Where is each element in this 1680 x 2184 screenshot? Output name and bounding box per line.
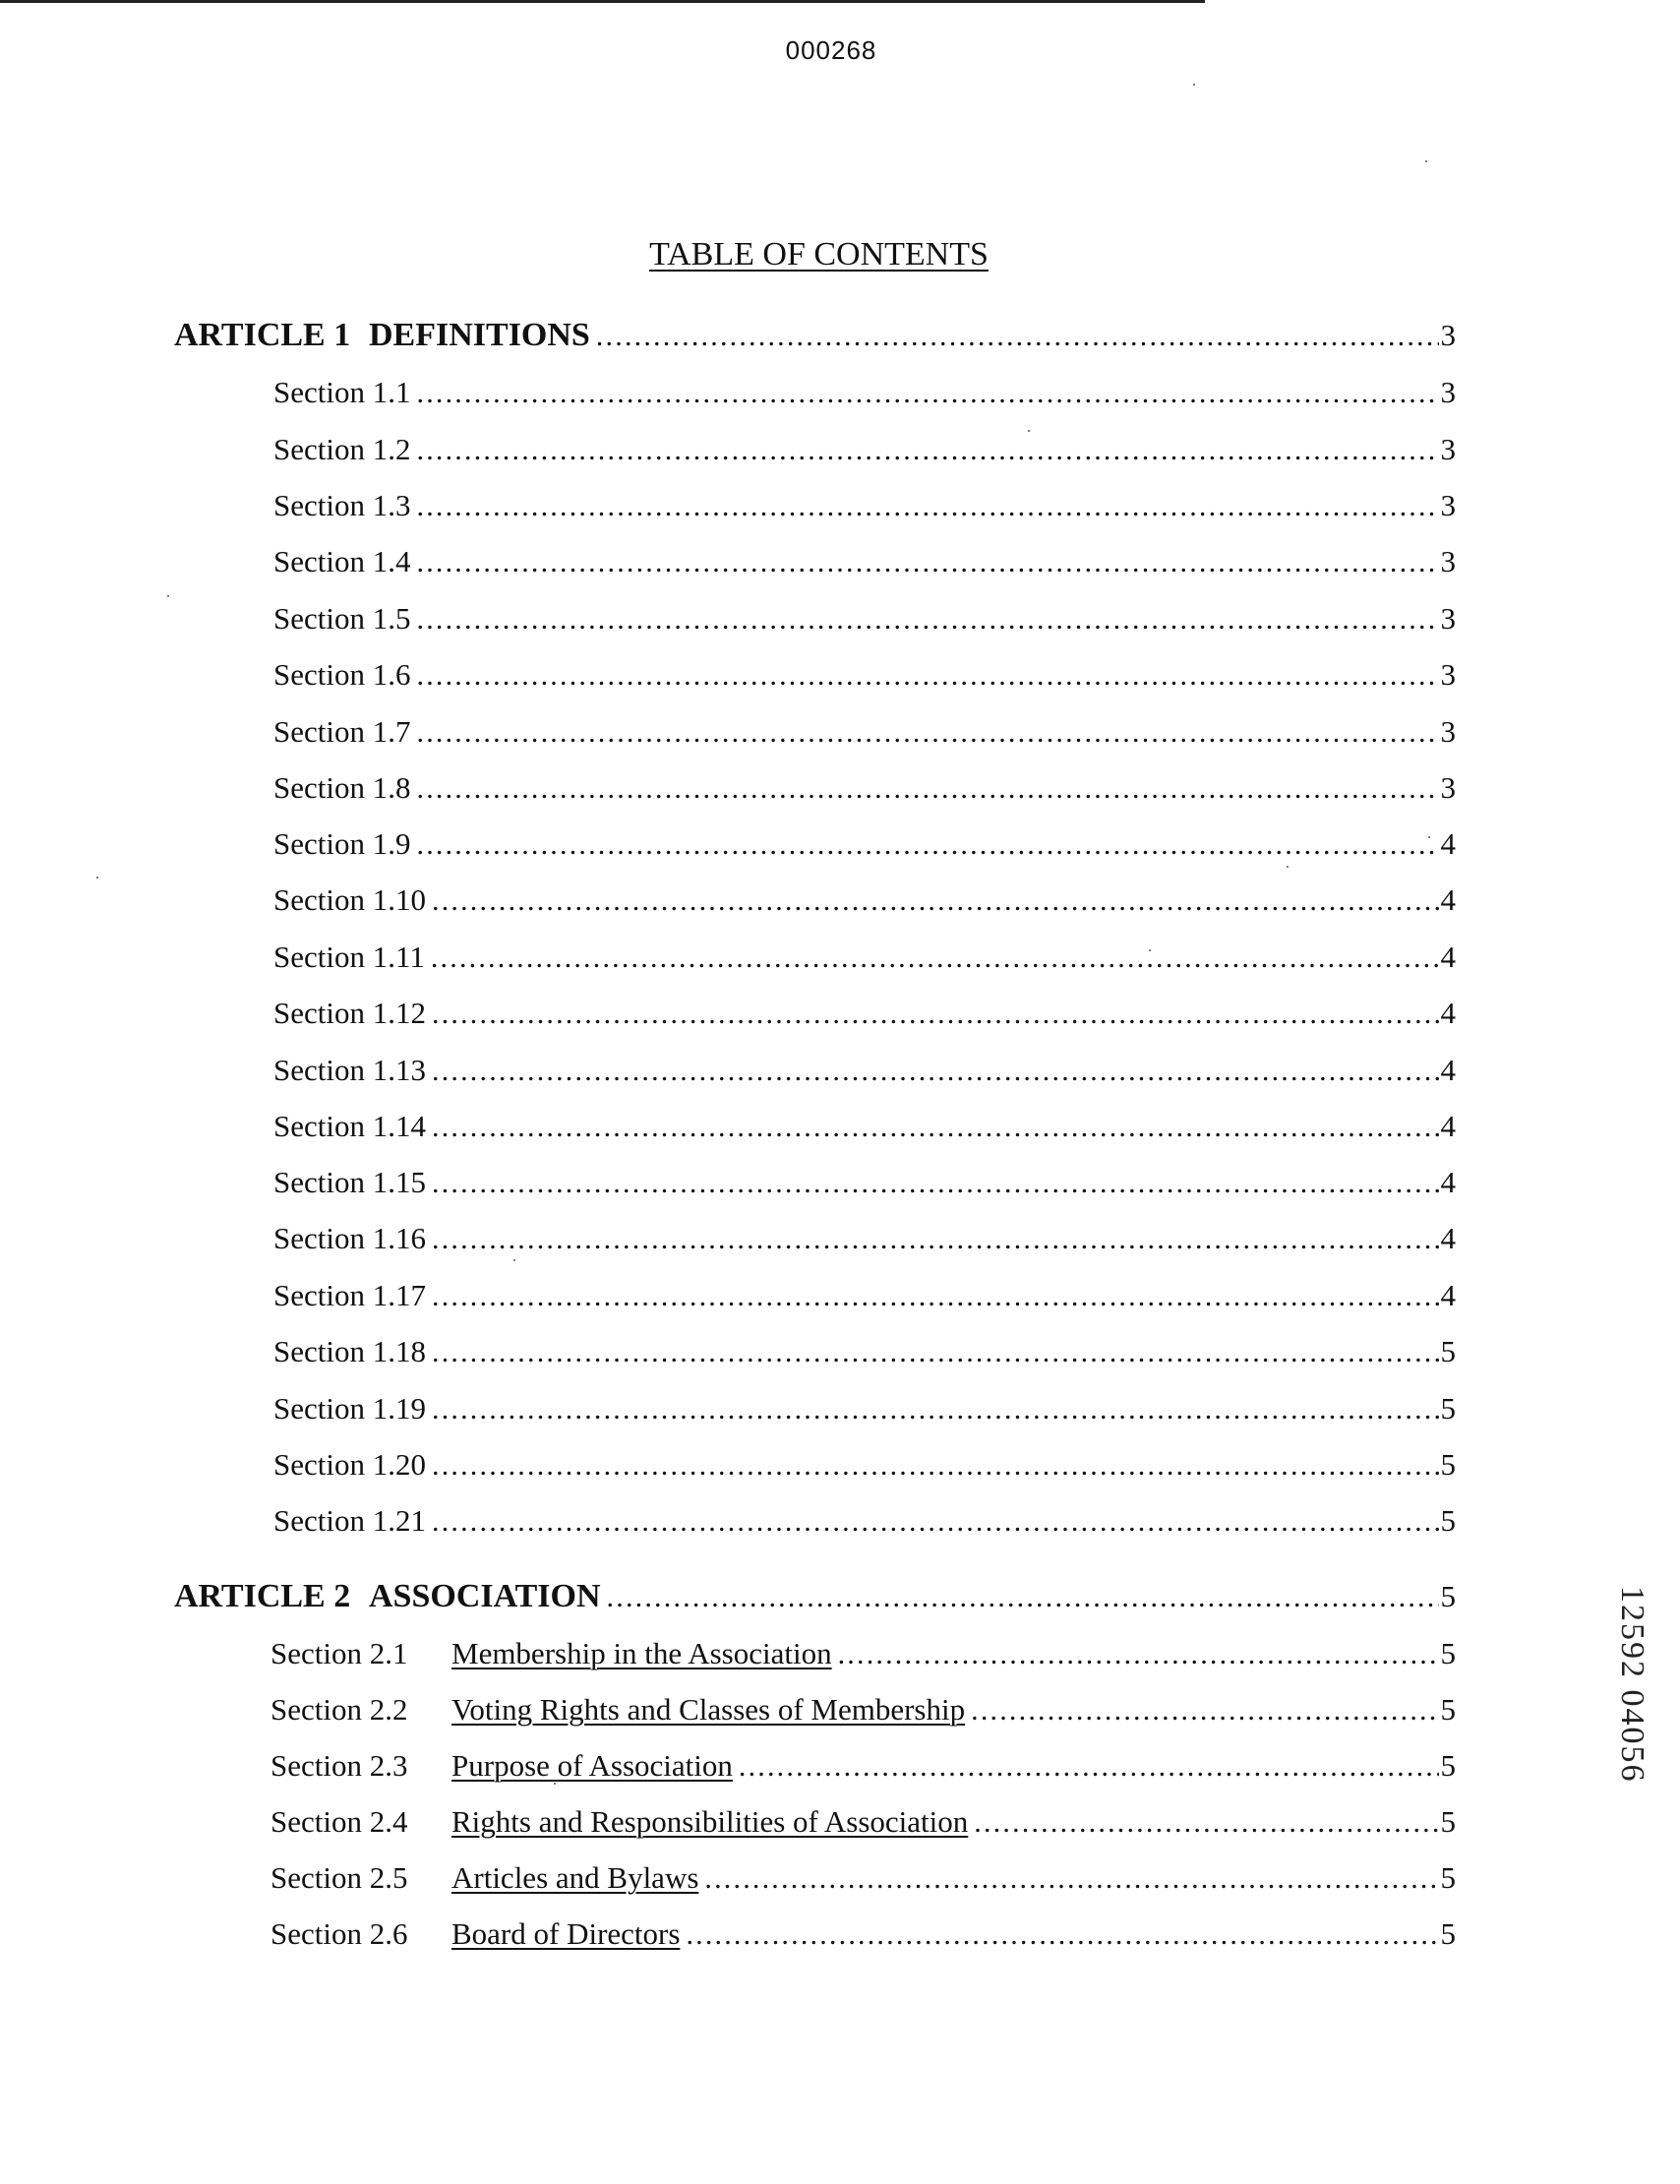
dot-leader [432,1167,1439,1200]
page-number: 5 [1440,1916,1456,1951]
toc-section-1-1[interactable] [273,375,1456,414]
top-edge-rule [0,0,1205,3]
toc-section-1-17[interactable] [273,1278,1456,1317]
toc-section-2-2[interactable] [270,1692,1456,1731]
page-number: 4 [1440,882,1456,917]
dot-leader [417,377,1439,410]
dot-leader [432,1223,1439,1256]
dot-leader [432,884,1439,918]
section-number: Section 1.4 [273,544,411,578]
section-number: Section 1.8 [273,770,411,805]
page-number: 3 [1440,432,1456,466]
scan-speck [96,877,98,879]
section-number: Section 2.5 [270,1860,408,1895]
toc-section-2-6[interactable] [270,1916,1456,1956]
section-number: Section 1.7 [273,714,411,749]
dot-leader [432,998,1439,1031]
section-number: Section 1.10 [273,882,426,917]
section-number: Section 1.21 [273,1503,426,1538]
scan-speck [1425,160,1427,162]
page-number: 4 [1440,1109,1456,1143]
page-number: 4 [1440,940,1456,974]
toc-section-1-7[interactable] [273,714,1456,754]
toc-section-2-3[interactable] [270,1748,1456,1788]
page-number: 5 [1440,1579,1456,1613]
toc-section-1-21[interactable] [273,1503,1456,1543]
section-number: Section 1.3 [273,488,411,522]
section-title: Board of Directors [451,1916,681,1951]
toc-section-1-12[interactable] [273,996,1456,1035]
page-number: 4 [1440,1053,1456,1087]
section-title: Voting Rights and Classes of Membership [451,1692,966,1727]
page-number: 5 [1440,1503,1456,1538]
toc-section-1-15[interactable] [273,1165,1456,1204]
page-number: 3 [1440,488,1456,522]
section-number: Section 1.17 [273,1278,426,1312]
dot-leader [607,1581,1439,1614]
toc-section-1-8[interactable] [273,770,1456,810]
section-number: Section 1.13 [273,1053,426,1087]
side-bates-code: 12592 04056 [1614,1586,1650,1784]
toc-section-2-5[interactable] [270,1860,1456,1900]
article-title: DEFINITIONS [369,317,590,353]
dot-leader [417,434,1439,467]
dot-leader [417,490,1439,523]
section-number: Section 1.16 [273,1221,426,1255]
page-number: 4 [1440,996,1456,1030]
page-title: TABLE OF CONTENTS [649,236,989,273]
section-number: Section 1.12 [273,996,426,1030]
article-title: ASSOCIATION [369,1578,601,1614]
page-number: 5 [1440,1447,1456,1482]
page-number: 5 [1440,1334,1456,1368]
dot-leader [971,1694,1438,1728]
dot-leader [974,1806,1438,1840]
scan-speck [1193,84,1195,86]
page-number: 4 [1440,1278,1456,1312]
toc-section-1-20[interactable] [273,1447,1456,1486]
scan-speck [167,595,169,597]
dot-leader [432,1280,1439,1313]
section-number: Section 1.5 [273,601,411,636]
section-title: Purpose of Association [451,1748,733,1783]
section-number: Section 1.15 [273,1165,426,1199]
section-number: Section 1.11 [273,940,425,974]
section-number: Section 2.3 [270,1748,408,1783]
page-number: 3 [1440,657,1456,692]
dot-leader [432,1393,1439,1426]
toc-section-2-1[interactable] [270,1636,1456,1675]
section-number: Section 2.2 [270,1692,408,1727]
toc-section-1-4[interactable] [273,544,1456,583]
section-number: Section 2.4 [270,1804,408,1839]
toc-section-1-2[interactable] [273,432,1456,471]
dot-leader [838,1638,1439,1671]
toc-section-1-5[interactable] [273,601,1456,640]
dot-leader [417,546,1439,579]
scan-speck [1287,866,1289,868]
dot-leader [431,941,1439,975]
page-number: 5 [1440,1748,1456,1783]
dot-leader [417,828,1439,862]
page-number: 3 [1440,318,1456,352]
section-number: Section 1.1 [273,375,411,409]
page-number: 5 [1440,1804,1456,1839]
section-title: Articles and Bylaws [451,1860,699,1895]
toc-section-1-16[interactable] [273,1221,1456,1260]
page-number: 3 [1440,544,1456,578]
toc-article-2[interactable] [174,1578,1456,1617]
section-number: Section 1.18 [273,1334,426,1368]
article-number: ARTICLE 2 [174,1578,351,1614]
toc-section-1-19[interactable] [273,1391,1456,1430]
dot-leader [432,1111,1439,1144]
toc-section-1-3[interactable] [273,488,1456,527]
toc-section-1-9[interactable] [273,826,1456,866]
toc-article-1[interactable] [174,317,1456,356]
toc-section-1-11[interactable] [273,940,1456,979]
section-title: Rights and Responsibilities of Association [451,1804,969,1839]
page-number: 4 [1440,1221,1456,1255]
section-number: Section 1.9 [273,826,411,861]
dot-leader [432,1336,1439,1369]
dot-leader [417,659,1439,693]
article-number: ARTICLE 1 [174,317,351,353]
section-number: Section 1.14 [273,1109,426,1143]
page-number: 5 [1440,1391,1456,1426]
section-number: Section 1.2 [273,432,411,466]
toc-section-2-4[interactable] [270,1804,1456,1844]
page-number: 5 [1440,1860,1456,1895]
page-number: 3 [1440,375,1456,409]
page-number: 5 [1440,1692,1456,1727]
page-number: 3 [1440,601,1456,636]
page-number: 5 [1440,1636,1456,1670]
section-number: Section 2.6 [270,1916,408,1951]
dot-leader [686,1918,1438,1952]
dot-leader [432,1449,1439,1483]
page-number: 4 [1440,826,1456,861]
dot-leader [704,1862,1438,1896]
page-number: 3 [1440,770,1456,805]
section-title: Membership in the Association [451,1636,832,1670]
scan-speck [1028,430,1030,432]
section-number: Section 2.1 [270,1636,408,1670]
dot-leader [417,603,1439,637]
scan-speck [554,1783,556,1785]
section-number: Section 1.6 [273,657,411,692]
dot-leader [417,772,1439,806]
scan-speck [513,1259,515,1261]
page-number: 4 [1440,1165,1456,1199]
dot-leader [739,1750,1439,1784]
dot-leader [432,1505,1439,1539]
section-number: Section 1.20 [273,1447,426,1482]
toc-section-1-13[interactable] [273,1053,1456,1092]
document-number: 000268 [785,35,877,65]
section-number: Section 1.19 [273,1391,426,1426]
dot-leader [432,1055,1439,1088]
scan-speck [1149,949,1151,951]
toc-section-1-18[interactable] [273,1334,1456,1373]
page-number: 3 [1440,714,1456,749]
toc-section-1-6[interactable] [273,657,1456,697]
dot-leader [596,320,1439,353]
scan-speck [1428,836,1430,838]
dot-leader [417,716,1439,750]
toc-section-1-10[interactable] [273,882,1456,922]
toc-section-1-14[interactable] [273,1109,1456,1148]
